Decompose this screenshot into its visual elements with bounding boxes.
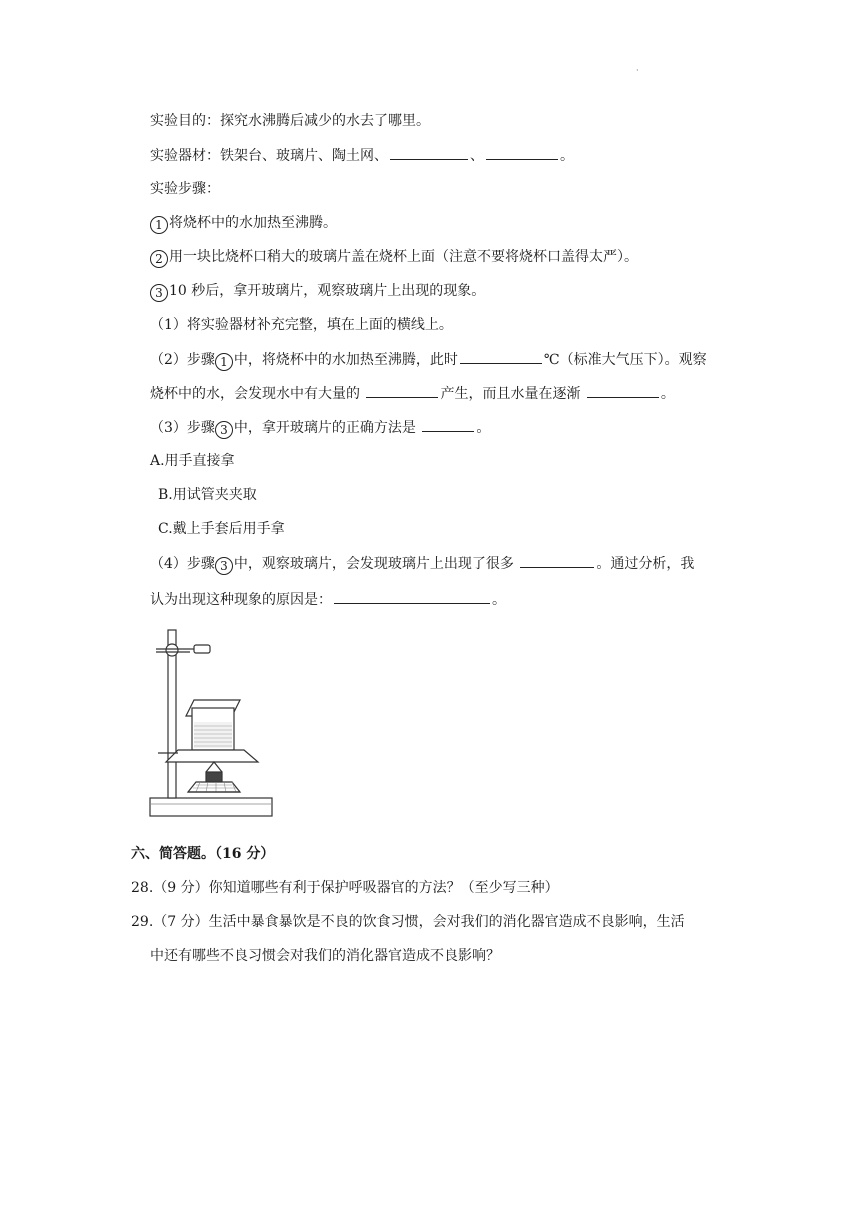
water-amount-blank[interactable]: [587, 383, 659, 398]
q4-part-c: 。通过分析，我: [596, 556, 695, 572]
question-29-line-2: 中还有哪些不良习惯会对我们的消化器官造成不良影响？: [150, 948, 500, 964]
step-number-1: 1: [150, 216, 168, 234]
temperature-blank[interactable]: [460, 349, 542, 364]
steps-title: 实验步骤：: [150, 181, 220, 197]
step-1-text: 将烧杯中的水加热至沸腾。: [169, 215, 337, 231]
materials-sep: 、: [470, 148, 484, 164]
q2-step-number: 1: [215, 353, 233, 371]
q4-part-b: 中，观察玻璃片，会发现玻璃片上出现了很多: [233, 556, 519, 572]
reason-blank[interactable]: [334, 589, 490, 604]
question-4-line-1: [150, 553, 694, 575]
q3-part-c: 。: [476, 420, 491, 436]
q2-part-c: ℃（标准大气压下）。观察: [543, 352, 707, 368]
step-2: [150, 247, 638, 268]
experiment-purpose: 实验目的：探究水沸腾后减少的水去了哪里。: [150, 113, 430, 129]
question-28: 28.（9 分）你知道哪些有利于保护呼吸器官的方法？（至少写三种）: [131, 880, 559, 896]
q3-part-a: （3）步骤: [150, 420, 215, 436]
question-2-line-1: [150, 349, 707, 371]
material-blank-1[interactable]: [390, 145, 468, 160]
q4-part-e: 。: [492, 592, 506, 608]
observation-blank[interactable]: [520, 553, 594, 568]
materials-text: 实验器材：铁架台、玻璃片、陶土网、: [150, 148, 388, 164]
question-3: [150, 417, 490, 439]
step-2-text: 用一块比烧杯口稍大的玻璃片盖在烧杯上面（注意不要将烧杯口盖得太严）。: [169, 249, 638, 265]
question-2-line-2: [150, 383, 675, 404]
question-4-line-2: [150, 589, 506, 610]
experiment-apparatus-figure: [148, 622, 278, 826]
step-number-2: 2: [150, 250, 168, 268]
material-blank-2[interactable]: [486, 145, 558, 160]
experiment-materials: [150, 145, 574, 166]
question-1: （1）将实验器材补充完整，填在上面的横线上。: [150, 317, 453, 333]
step-3: [150, 281, 485, 302]
header-dot: ·: [636, 66, 639, 75]
q2-part-a: （2）步骤: [150, 352, 215, 368]
q2-part-e: 产生，而且水量在逐渐: [440, 386, 585, 402]
section-6-heading: 六、简答题。（16 分）: [131, 846, 275, 862]
option-c: C.戴上手套后用手拿: [158, 521, 285, 537]
q3-step-number: 3: [215, 421, 233, 439]
method-blank[interactable]: [422, 417, 474, 432]
step-number-3: 3: [150, 284, 168, 302]
materials-end: 。: [560, 148, 574, 164]
q4-part-d: 认为出现这种现象的原因是：: [150, 592, 332, 608]
q2-part-d: 烧杯中的水，会发现水中有大量的: [150, 386, 365, 402]
q2-part-b: 中，将烧杯中的水加热至沸腾，此时: [233, 352, 458, 368]
question-29-line-1: 29.（7 分）生活中暴食暴饮是不良的饮食习惯，会对我们的消化器官造成不良影响，生活: [131, 914, 685, 930]
option-a: A.用手直接拿: [150, 453, 235, 469]
option-b: B.用试管夹夹取: [158, 487, 257, 503]
q3-part-b: 中，拿开玻璃片的正确方法是: [233, 420, 421, 436]
step-3-text: 10 秒后，拿开玻璃片，观察玻璃片上出现的现象。: [169, 283, 486, 299]
q2-part-f: 。: [660, 386, 675, 402]
q4-step-number: 3: [215, 557, 233, 575]
q4-part-a: （4）步骤: [150, 556, 215, 572]
step-1: [150, 213, 337, 234]
bubbles-blank[interactable]: [366, 383, 438, 398]
